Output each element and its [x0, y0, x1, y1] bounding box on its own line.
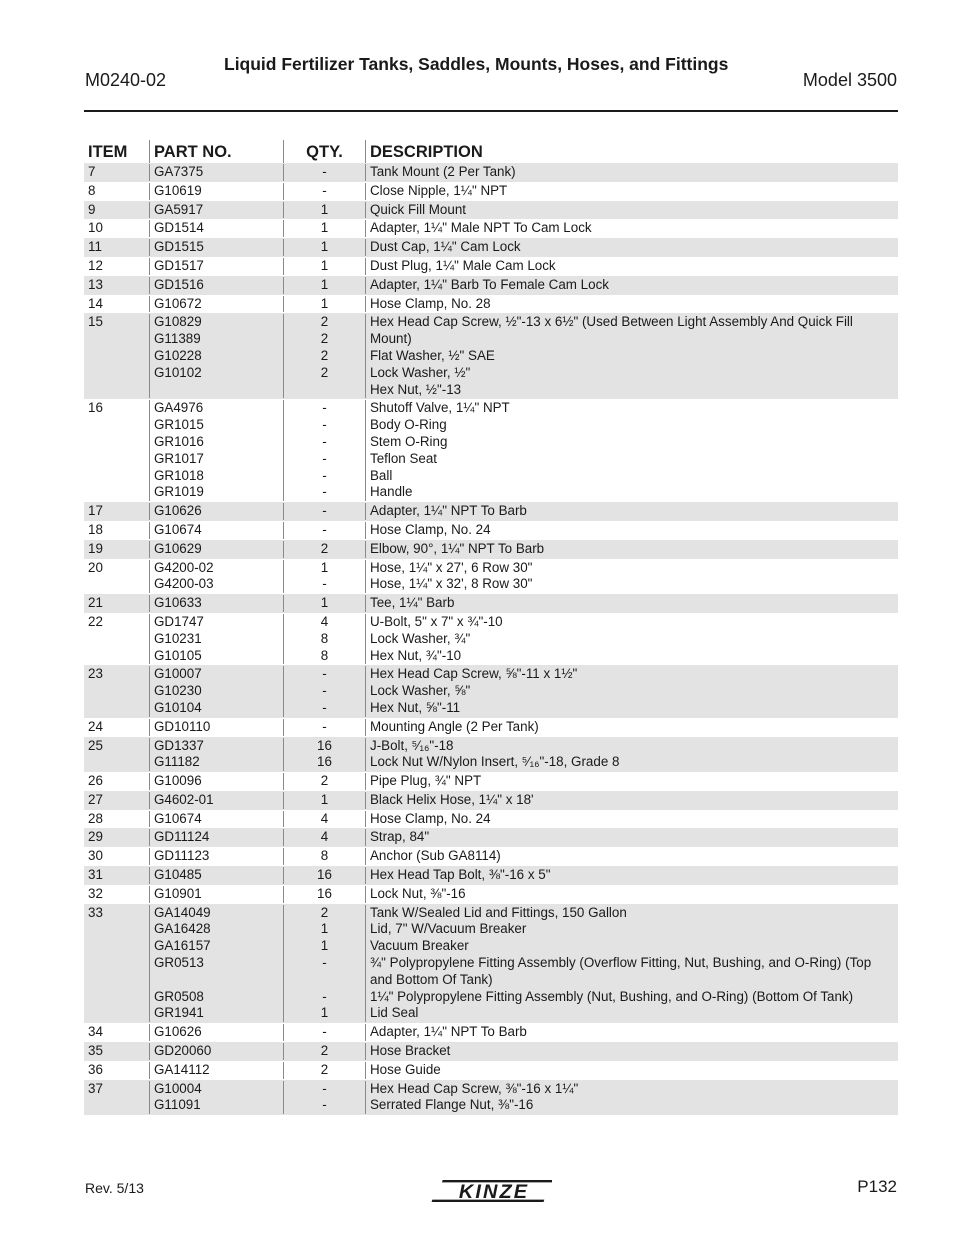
item-cell: 26: [88, 773, 103, 789]
quantity-cell: 16: [283, 886, 365, 903]
part-number-cell: GA14112: [149, 1062, 283, 1079]
document-number: M0240-02: [85, 70, 167, 90]
part-number-cell: G10619: [149, 183, 283, 200]
description-cell: Dust Cap, 1¼" Cam Lock: [365, 239, 898, 256]
description-cell: Hose Clamp, No. 24: [365, 522, 898, 539]
parts-table: [84, 140, 898, 1115]
part-number-cell: GA7375: [149, 164, 283, 181]
revision-label: Rev. 5/13: [85, 1180, 144, 1196]
part-number-cell: GD1747 G10231 G10105: [149, 614, 283, 664]
item-cell: 22: [88, 613, 103, 629]
description-cell: Tank W/Sealed Lid and Fittings, 150 Gallon Lid, 7" W/Vacuum Breaker Vacuum Breaker ¾" Polypropylene Fitting Assembly (Overflow Fitting, Nut, Bushing, and O-Ring) (Top and Bottom Of Tank) 1¼" Polypropylene Fitting Assembly (Nut, Bushing, and O-Ring) (Bottom Of Tank) Lid Seal: [365, 905, 898, 1023]
description-cell: J-Bolt, ⁵⁄₁₆"-18 Lock Nut W/Nylon Insert, ⁵⁄₁₆"-18, Grade 8: [365, 738, 898, 772]
column-header-part-no: PART NO.: [149, 140, 283, 163]
quantity-cell: -: [283, 183, 365, 200]
table-row: [84, 559, 898, 595]
item-cell: 20: [88, 559, 103, 575]
quantity-cell: 4: [283, 811, 365, 828]
table-row: [84, 828, 898, 847]
part-number-cell: G10626: [149, 503, 283, 520]
table-header: [84, 140, 898, 163]
part-number-cell: GD1515: [149, 239, 283, 256]
item-cell: 34: [88, 1024, 103, 1040]
description-cell: Hose, 1¼" x 27', 6 Row 30" Hose, 1¼" x 32', 8 Row 30": [365, 560, 898, 594]
part-number-cell: G10004 G11091: [149, 1081, 283, 1115]
description-cell: Pipe Plug, ¾" NPT: [365, 773, 898, 790]
item-cell: 12: [88, 257, 103, 273]
item-cell: 24: [88, 718, 103, 734]
item-cell: 33: [88, 904, 103, 920]
item-cell: 37: [88, 1080, 103, 1096]
description-cell: Adapter, 1¼" Barb To Female Cam Lock: [365, 277, 898, 294]
item-cell: 36: [88, 1061, 103, 1077]
quantity-cell: 1: [283, 258, 365, 275]
quantity-cell: -: [283, 522, 365, 539]
table-body: [84, 163, 898, 1115]
description-cell: Hose Clamp, No. 28: [365, 296, 898, 313]
table-row: [84, 866, 898, 885]
part-number-cell: GD11124: [149, 829, 283, 846]
quantity-cell: 1: [283, 792, 365, 809]
item-cell: 16: [88, 400, 103, 416]
item-cell: 31: [88, 867, 103, 883]
table-row: [84, 257, 898, 276]
quantity-cell: 2 2 2 2: [283, 314, 365, 398]
item-cell: 13: [88, 276, 103, 292]
part-number-cell: G10626: [149, 1024, 283, 1041]
item-cell: 21: [88, 595, 103, 611]
quantity-cell: 1: [283, 296, 365, 313]
part-number-cell: G10633: [149, 595, 283, 612]
part-number-cell: GD1337 G11182: [149, 738, 283, 772]
quantity-cell: 2: [283, 773, 365, 790]
part-number-cell: G10674: [149, 811, 283, 828]
part-number-cell: G10672: [149, 296, 283, 313]
quantity-cell: - -: [283, 1081, 365, 1115]
description-cell: Hose Bracket: [365, 1043, 898, 1060]
item-cell: 19: [88, 540, 103, 556]
part-number-cell: GA5917: [149, 202, 283, 219]
description-cell: Adapter, 1¼" Male NPT To Cam Lock: [365, 220, 898, 237]
part-number-cell: GD1517: [149, 258, 283, 275]
page-title: Liquid Fertilizer Tanks, Saddles, Mounts, Hoses, and Fittings: [224, 54, 729, 74]
column-header-item: ITEM: [88, 143, 128, 161]
part-number-cell: GD11123: [149, 848, 283, 865]
description-cell: Elbow, 90°, 1¼" NPT To Barb: [365, 541, 898, 558]
part-number-cell: G10007 G10230 G10104: [149, 666, 283, 716]
table-row: [84, 665, 898, 717]
table-row: [84, 885, 898, 904]
item-cell: 29: [88, 829, 103, 845]
quantity-cell: 1: [283, 239, 365, 256]
item-cell: 32: [88, 885, 103, 901]
quantity-cell: 16: [283, 867, 365, 884]
quantity-cell: - - - - - -: [283, 400, 365, 501]
description-cell: Tee, 1¼" Barb: [365, 595, 898, 612]
item-cell: 35: [88, 1043, 103, 1059]
part-number-cell: G10674: [149, 522, 283, 539]
item-cell: 7: [88, 164, 96, 179]
table-row: [84, 791, 898, 810]
item-cell: 18: [88, 521, 103, 537]
item-cell: 14: [88, 295, 103, 311]
part-number-cell: GD20060: [149, 1043, 283, 1060]
item-cell: 27: [88, 791, 103, 807]
quantity-cell: 2: [283, 1062, 365, 1079]
description-cell: U-Bolt, 5" x 7" x ¾"-10 Lock Washer, ¾" Hex Nut, ¾"-10: [365, 614, 898, 664]
quantity-cell: 1: [283, 277, 365, 294]
table-row: [84, 313, 898, 399]
item-cell: 11: [88, 239, 102, 255]
quantity-cell: -: [283, 164, 365, 181]
quantity-cell: 1: [283, 595, 365, 612]
table-row: [84, 238, 898, 257]
svg-text:KINZE: KINZE: [458, 1181, 530, 1203]
table-row: [84, 295, 898, 314]
table-row: [84, 219, 898, 238]
table-row: [84, 276, 898, 295]
table-row: [84, 772, 898, 791]
table-row: [84, 540, 898, 559]
description-cell: Hose Clamp, No. 24: [365, 811, 898, 828]
quantity-cell: -: [283, 1024, 365, 1041]
part-number-cell: GD10110: [149, 719, 283, 736]
quantity-cell: 4 8 8: [283, 614, 365, 664]
table-row: [84, 847, 898, 866]
table-row: [84, 594, 898, 613]
table-row: [84, 502, 898, 521]
description-cell: Lock Nut, ⅜"-16: [365, 886, 898, 903]
description-cell: Strap, 84": [365, 829, 898, 846]
table-row: [84, 737, 898, 773]
part-number-cell: G10901: [149, 886, 283, 903]
table-row: [84, 1080, 898, 1116]
description-cell: Shutoff Valve, 1¼" NPT Body O-Ring Stem O-Ring Teflon Seat Ball Handle: [365, 400, 898, 501]
description-cell: Hose Guide: [365, 1062, 898, 1079]
quantity-cell: 4: [283, 829, 365, 846]
item-cell: 9: [88, 201, 96, 217]
kinze-logo: [430, 1176, 552, 1206]
quantity-cell: 16 16: [283, 738, 365, 772]
part-number-cell: GD1514: [149, 220, 283, 237]
description-cell: Hex Head Cap Screw, ⅜"-16 x 1¼" Serrated Flange Nut, ⅜"-16: [365, 1081, 898, 1115]
item-cell: 17: [88, 503, 103, 519]
description-cell: Anchor (Sub GA8114): [365, 848, 898, 865]
item-cell: 15: [88, 314, 103, 330]
description-cell: Adapter, 1¼" NPT To Barb: [365, 503, 898, 520]
page-number: P132: [857, 1177, 897, 1196]
part-number-cell: GA14049 GA16428 GA16157 GR0513 GR0508 GR1941: [149, 905, 283, 1023]
description-cell: Quick Fill Mount: [365, 202, 898, 219]
item-cell: 30: [88, 848, 103, 864]
description-cell: Close Nipple, 1¼" NPT: [365, 183, 898, 200]
item-cell: 10: [88, 220, 103, 236]
table-row: [84, 718, 898, 737]
table-row: [84, 399, 898, 502]
part-number-cell: G10629: [149, 541, 283, 558]
description-cell: Tank Mount (2 Per Tank): [365, 164, 898, 181]
table-row: [84, 163, 898, 182]
table-row: [84, 1023, 898, 1042]
quantity-cell: 8: [283, 848, 365, 865]
description-cell: Hex Head Cap Screw, ⅝"-11 x 1½" Lock Washer, ⅝" Hex Nut, ⅝"-11: [365, 666, 898, 716]
table-row: [84, 613, 898, 665]
item-cell: 23: [88, 666, 103, 682]
quantity-cell: -: [283, 503, 365, 520]
table-row: [84, 201, 898, 220]
quantity-cell: - - -: [283, 666, 365, 716]
part-number-cell: G10096: [149, 773, 283, 790]
quantity-cell: 1: [283, 220, 365, 237]
part-number-cell: GD1516: [149, 277, 283, 294]
part-number-cell: G4200-02 G4200-03: [149, 560, 283, 594]
model-label: Model 3500: [802, 70, 897, 90]
item-cell: 8: [88, 182, 96, 198]
quantity-cell: 1: [283, 202, 365, 219]
column-header-qty: QTY.: [283, 140, 365, 163]
table-row: [84, 1061, 898, 1080]
quantity-cell: 1 -: [283, 560, 365, 594]
quantity-cell: 2: [283, 541, 365, 558]
table-row: [84, 810, 898, 829]
table-row: [84, 904, 898, 1024]
column-header-description: DESCRIPTION: [365, 140, 898, 163]
description-cell: Hex Head Cap Screw, ½"-13 x 6½" (Used Between Light Assembly And Quick Fill Mount) Flat Washer, ½" SAE Lock Washer, ½" Hex Nut, ½"-13: [365, 314, 898, 398]
description-cell: Hex Head Tap Bolt, ⅜"-16 x 5": [365, 867, 898, 884]
quantity-cell: 2: [283, 1043, 365, 1060]
part-number-cell: GA4976 GR1015 GR1016 GR1017 GR1018 GR1019: [149, 400, 283, 501]
description-cell: Adapter, 1¼" NPT To Barb: [365, 1024, 898, 1041]
part-number-cell: G10485: [149, 867, 283, 884]
quantity-cell: 2 1 1 - - 1: [283, 905, 365, 1023]
item-cell: 28: [88, 810, 103, 826]
description-cell: Black Helix Hose, 1¼" x 18': [365, 792, 898, 809]
quantity-cell: -: [283, 719, 365, 736]
table-row: [84, 521, 898, 540]
table-row: [84, 182, 898, 201]
part-number-cell: G4602-01: [149, 792, 283, 809]
description-cell: Dust Plug, 1¼" Male Cam Lock: [365, 258, 898, 275]
table-row: [84, 1042, 898, 1061]
item-cell: 25: [88, 737, 103, 753]
part-number-cell: G10829 G11389 G10228 G10102: [149, 314, 283, 398]
description-cell: Mounting Angle (2 Per Tank): [365, 719, 898, 736]
header-rule: [84, 110, 898, 112]
